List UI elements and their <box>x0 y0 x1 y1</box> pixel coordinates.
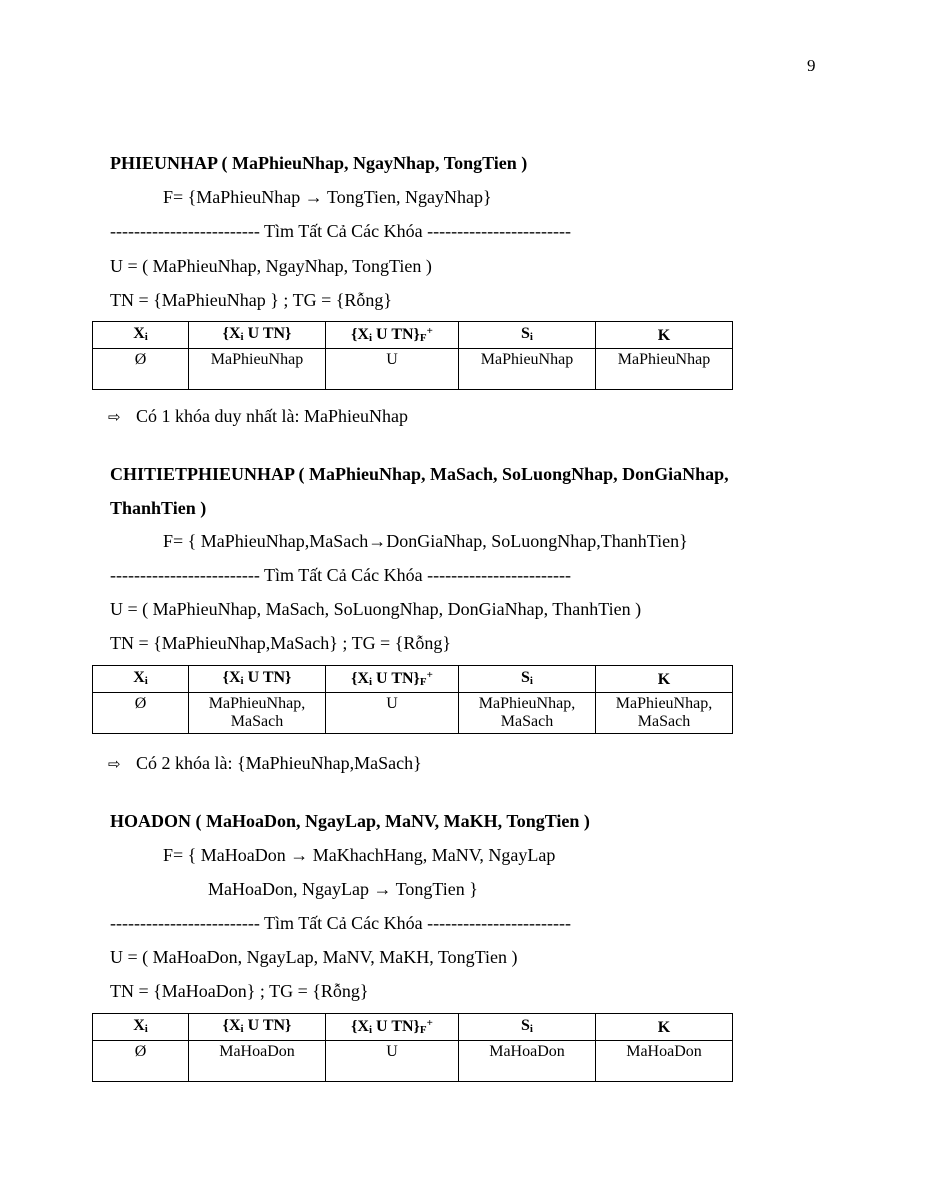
functional-dependencies: F= { MaHoaDon → MaKhachHang, MaNV, NgayLap <box>163 845 556 865</box>
conclusion-chitietphieunhap: ⇨ Có 2 khóa là: {MaPhieuNhap,MaSach} <box>108 753 422 773</box>
cell-k: MaPhieuNhap <box>596 349 733 390</box>
key-table-phieunhap <box>92 321 733 390</box>
header-k: K <box>596 666 733 693</box>
section-divider: ------------------------- Tìm Tất Cả Các Khóa ------------------------ <box>110 565 572 585</box>
key-table-chitietphieunhap <box>92 665 733 734</box>
relation-title-phieunhap: PHIEUNHAP ( MaPhieuNhap, NgayNhap, TongTien ) <box>110 153 528 173</box>
relation-title-chitietphieunhap-cont: ThanhTien ) <box>110 498 207 518</box>
functional-dependencies: F= {MaPhieuNhap → TongTien, NgayNhap} <box>163 187 492 207</box>
header-xi-union-tn: {$X_i$ U TN} <box>189 1014 326 1041</box>
functional-dependencies-cont: MaHoaDon, NgayLap → TongTien } <box>208 879 478 899</box>
header-xi: $X_i$ <box>93 1014 189 1041</box>
cell-k: MaHoaDon <box>596 1041 733 1082</box>
section-divider: ------------------------- Tìm Tất Cả Các Khóa ------------------------ <box>110 913 572 933</box>
functional-dependencies: F= { MaPhieuNhap,MaSach→DonGiaNhap, SoLuongNhap,ThanhTien} <box>163 531 688 551</box>
attribute-set-u: U = ( MaHoaDon, NgayLap, MaNV, MaKH, TongTien ) <box>110 947 518 967</box>
tn-tg-sets: TN = {MaPhieuNhap } ; TG = {Rỗng} <box>110 290 393 310</box>
header-xi-union-tn: {$X_i$ U TN} <box>189 666 326 693</box>
cell-xi: Ø <box>93 693 189 734</box>
relation-title-chitietphieunhap: CHITIETPHIEUNHAP ( MaPhieuNhap, MaSach, SoLuongNhap, DonGiaNhap, <box>110 464 729 484</box>
header-si: $S_i$ <box>459 322 596 349</box>
cell-closure: U <box>326 693 459 734</box>
attribute-set-u: U = ( MaPhieuNhap, MaSach, SoLuongNhap, DonGiaNhap, ThanhTien ) <box>110 599 642 619</box>
cell-closure: U <box>326 349 459 390</box>
header-k: K <box>596 322 733 349</box>
table-header-row <box>93 666 733 693</box>
tn-tg-sets: TN = {MaPhieuNhap,MaSach} ; TG = {Rỗng} <box>110 633 451 653</box>
cell-si: MaHoaDon <box>459 1041 596 1082</box>
tn-tg-sets: TN = {MaHoaDon} ; TG = {Rỗng} <box>110 981 369 1001</box>
header-k: K <box>596 1014 733 1041</box>
header-closure: {$X_i$ U $TN\}_F^+$ <box>326 1014 459 1041</box>
implies-arrow-icon: ⇨ <box>108 408 121 426</box>
header-si: $S_i$ <box>459 1014 596 1041</box>
cell-xi-union-tn: MaHoaDon <box>189 1041 326 1082</box>
cell-k: MaPhieuNhap, MaSach <box>596 693 733 734</box>
relation-title-hoadon: HOADON ( MaHoaDon, NgayLap, MaNV, MaKH, TongTien ) <box>110 811 590 831</box>
table-row <box>93 693 733 734</box>
table-row <box>93 349 733 390</box>
cell-xi-union-tn: MaPhieuNhap, MaSach <box>189 693 326 734</box>
key-table-hoadon <box>92 1013 733 1082</box>
header-xi-union-tn: {$X_i$ U TN} <box>189 322 326 349</box>
attribute-set-u: U = ( MaPhieuNhap, NgayNhap, TongTien ) <box>110 256 432 276</box>
header-closure: {$X_i$ U $TN\}_F^+$ <box>326 666 459 693</box>
cell-si: MaPhieuNhap <box>459 349 596 390</box>
page-number: 9 <box>807 56 816 75</box>
implies-arrow-icon: ⇨ <box>108 755 121 773</box>
table-header-row <box>93 322 733 349</box>
conclusion-phieunhap: ⇨ Có 1 khóa duy nhất là: MaPhieuNhap <box>108 406 408 426</box>
table-row <box>93 1041 733 1082</box>
table-header-row <box>93 1014 733 1041</box>
cell-si: MaPhieuNhap, MaSach <box>459 693 596 734</box>
cell-closure: U <box>326 1041 459 1082</box>
cell-xi: Ø <box>93 349 189 390</box>
cell-xi-union-tn: MaPhieuNhap <box>189 349 326 390</box>
header-si: $S_i$ <box>459 666 596 693</box>
cell-xi: Ø <box>93 1041 189 1082</box>
section-divider: ------------------------- Tìm Tất Cả Các Khóa ------------------------ <box>110 221 572 241</box>
header-xi: $X_i$ <box>93 666 189 693</box>
header-xi: $X_i$ <box>93 322 189 349</box>
header-closure: {$X_i$ U $TN\}_F^+$ <box>326 322 459 349</box>
